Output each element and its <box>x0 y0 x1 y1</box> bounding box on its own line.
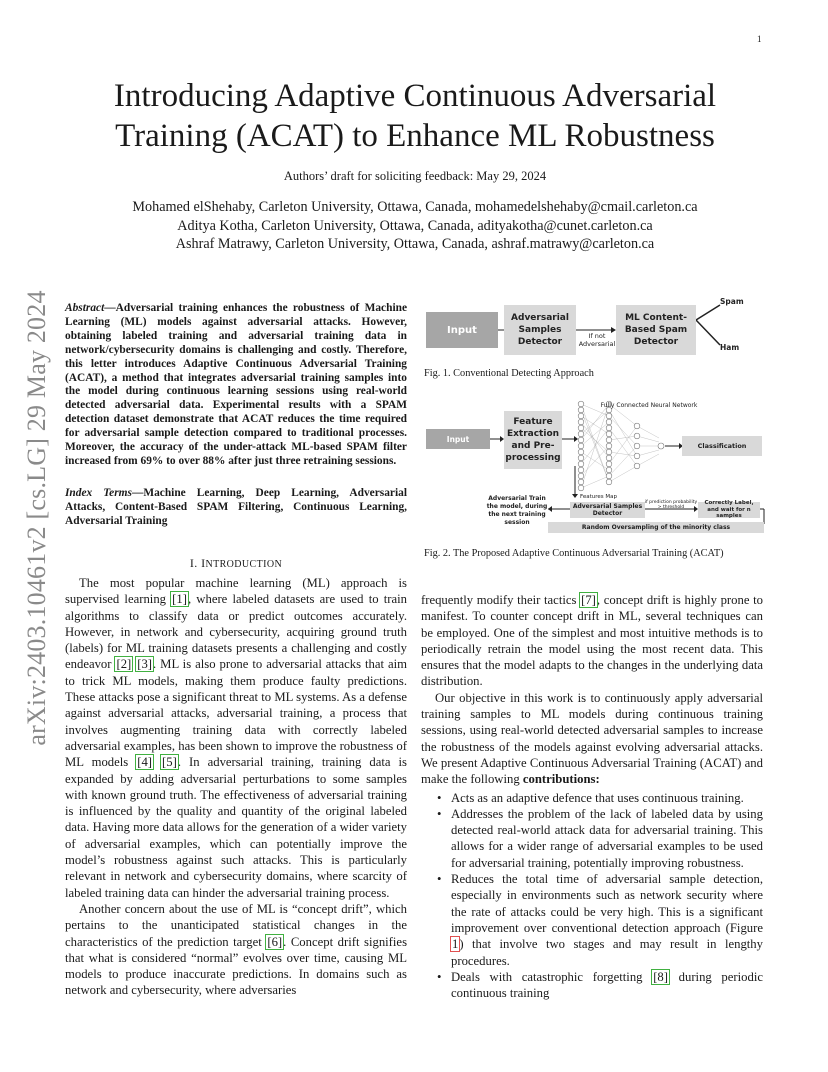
author-1: Mohamed elShehaby, Carleton University, Ottawa, Canada, mohamedelshehaby@cmail.carleton.ca <box>132 199 698 215</box>
citation-link[interactable]: [7] <box>581 593 596 607</box>
right-paragraph-1 <box>421 592 763 690</box>
list-item <box>451 790 763 806</box>
fig2-input-box: Input <box>426 429 490 449</box>
fig2-adv-detector-box: Adversarial Samples Detector <box>570 502 645 518</box>
draft-note: Authors’ draft for soliciting feedback: May 29, 2024 <box>283 169 547 183</box>
text-span: , concept drift is highly prone to manifest. To counter concept drift in ML, several techniques can be employed. One of the simplest and most intuitive methods is to periodically retrain the model using the most recent data. This ensures that the model adapts to the changes in the underlying data distribution. <box>421 593 763 689</box>
right-paragraph-2 <box>421 690 763 788</box>
paper-title <box>60 76 770 156</box>
index-terms-text: —Machine Learning, Deep Learning, Adversarial Attacks, Content-Based SPAM Filtering, Continuous Learning, Adversarial Training <box>65 487 407 527</box>
figure-2 <box>424 396 769 536</box>
author-list <box>60 198 770 254</box>
title-line-2: Training (ACAT) to Enhance ML Robustness <box>115 118 715 154</box>
abstract-text: —Adversarial training enhances the robustness of Machine Learning (ML) models against adversarial attacks. However, obtaining labeled training and adversarial training data in network/cybersecurity domains is challenging and costly. Therefore, this letter introduces Adaptive Continuous Adversarial Training (ACAT), a method that integrates adversarial training samples into the model during continuous learning sessions using real-world detected adversarial data. Experimental results with a SPAM detection dataset demonstrate that ACAT reduces the time required for adversarial sample detection compared to traditional processes. Moreover, the accuracy of the under-attack ML-based SPAM filter increased from 69% to over 88% after just three retraining sessions. <box>65 302 407 467</box>
text-span: . In adversarial training, training data is expanded by adding adversarial perturbations to some samples with known ground truth. The effectiveness of adversarial training is influenced by the quality and quantity of the original labeled data. Having more data allows for the generation of a wider variety of adversarial examples, which can potentially improve the model’s robustness against such attacks. This is particularly relevant in network and cybersecurity domains, where scarcity of labeled training data can hinder the adversarial training process. <box>65 755 407 900</box>
text-span: . Concept drift signifies that what is considered “normal” evolves over time, causing ML models to produce inaccurate predictions. In domains such as network and cybersecurity, where adversaries <box>65 934 408 998</box>
text-span: Deals with catastrophic forgetting <box>451 969 653 984</box>
text-span: The most popular machine learning (ML) approach is supervised learning <box>65 576 407 607</box>
text-span: Acts as an adaptive defence that uses continuous training. <box>451 790 744 805</box>
text-span: Reduces the total time of adversarial sample detection, especially in environments such as network security where the rate of attacks could be very high. This is a significant improvement over conventional detection approach (Figure <box>451 872 763 935</box>
intro-right-column <box>421 592 763 1001</box>
abstract <box>65 302 407 469</box>
figure-2-caption: Fig. 2. The Proposed Adaptive Continuous Adversarial Training (ACAT) <box>424 548 724 559</box>
list-item <box>451 969 763 1002</box>
list-item <box>451 806 763 871</box>
text-span: Addresses the problem of the lack of labeled data by using detected real-world attack data for adversarial training. This allows for a wider range of adversarial examples to be used for adversarial training, potentially improving robustness. <box>451 806 763 870</box>
text-span: frequently modify their tactics <box>421 593 581 607</box>
citation-link[interactable]: [4] <box>137 755 153 770</box>
author-3: Ashraf Matrawy, Carleton University, Ottawa, Canada, ashraf.matrawy@carleton.ca <box>175 236 655 252</box>
arxiv-stamp <box>22 283 52 753</box>
text-span: . ML is also prone to adversarial attacks that aim to trick ML models, making them produce faulty predictions. These attacks pose a significant threat to ML systems. As a defense against adversarial attacks, adversarial training, a process that involves augmenting training data with correctly labeled adversarial examples, has been shown to improve the robustness of ML models <box>65 657 407 770</box>
text-span: ) that involve two stages and may result in lengthy procedures. <box>451 937 763 968</box>
title-line-1: Introducing Adaptive Continuous Adversarial <box>113 78 717 114</box>
fig1-ham-label: Ham <box>720 343 740 352</box>
section-first-letter: I <box>201 556 206 570</box>
text-span: , where labeled datasets are used to train algorithms to classify data or predict outcomes accurately. However, in network and cybersecurity, acquiring ground truth (labels) for ML training datasets presents a challenging and costly endeavor <box>65 592 407 672</box>
page-number: 1 <box>757 34 762 44</box>
index-terms-lead: Index Terms <box>65 487 132 499</box>
text-span: during periodic continuous training <box>451 969 763 1001</box>
fig2-features-map-label: Features Map <box>580 494 618 500</box>
figure-1-caption: Fig. 1. Conventional Detecting Approach <box>424 368 594 379</box>
citation-link[interactable]: [2] <box>116 657 132 672</box>
abstract-lead: Abstract <box>65 302 105 314</box>
citation-link[interactable]: [6] <box>267 934 283 949</box>
intro-paragraph-2 <box>65 901 407 999</box>
contributions-label: contributions: <box>522 772 600 787</box>
citation-link[interactable]: [1] <box>172 592 187 607</box>
index-terms <box>65 487 407 529</box>
list-item <box>451 871 763 969</box>
fig1-input-box: Input <box>426 312 498 348</box>
intro-left-column <box>65 575 407 999</box>
fig1-spam-detector-box: ML Content-Based Spam Detector <box>616 305 696 355</box>
section-numeral: I. <box>189 556 202 570</box>
fig2-fcnn-label: Fully Connected Neural Network <box>600 402 698 409</box>
fig1-detector-box: Adversarial Samples Detector <box>504 305 576 355</box>
fig2-feature-box: Feature Extraction and Pre-processing <box>504 411 562 469</box>
fig2-adv-train-label: Adversarial Train the model, during the next training session <box>486 495 548 526</box>
citation-link[interactable]: [8] <box>653 969 668 984</box>
figure-link[interactable]: 1 <box>452 937 459 952</box>
citation-link[interactable]: [5] <box>162 755 177 770</box>
fig2-correct-label-box: Correctly Label, and wait for n samples <box>698 502 760 518</box>
text-span: Another concern about the use of ML is “concept drift”, which pertains to the unanticipated statistical changes in the characteristics of the prediction target <box>65 901 407 949</box>
citation-link[interactable]: [3] <box>137 657 153 672</box>
fig2-threshold-label: if prediction probability > threshold <box>644 500 698 510</box>
contributions-list <box>421 790 763 1002</box>
fig2-oversampling-box: Random Oversampling of the minority class <box>548 522 764 533</box>
fig2-classification-box: Classification <box>682 436 762 456</box>
section-rest: NTRODUCTION <box>205 559 283 570</box>
fig1-if-not-label: If not Adversarial <box>578 332 616 348</box>
figure-1 <box>424 293 769 363</box>
intro-paragraph-1 <box>65 575 407 901</box>
text-span: Our objective in this work is to continuously apply adversarial training samples to ML models during continuous training sessions, using real-world detected adversarial samples to increase the robustness of the models against evolving adversarial attacks. We present Adaptive Continuous Adversarial Training (ACAT) and make the following <box>421 690 763 787</box>
author-2: Aditya Kotha, Carleton University, Ottawa, Canada, adityakotha@cunet.carleton.ca <box>177 217 653 234</box>
section-heading <box>65 556 407 571</box>
fig1-spam-label: Spam <box>720 297 744 306</box>
arxiv-id: arXiv:2403.10461v2 [cs.LG] 29 May 2024 <box>22 290 51 746</box>
